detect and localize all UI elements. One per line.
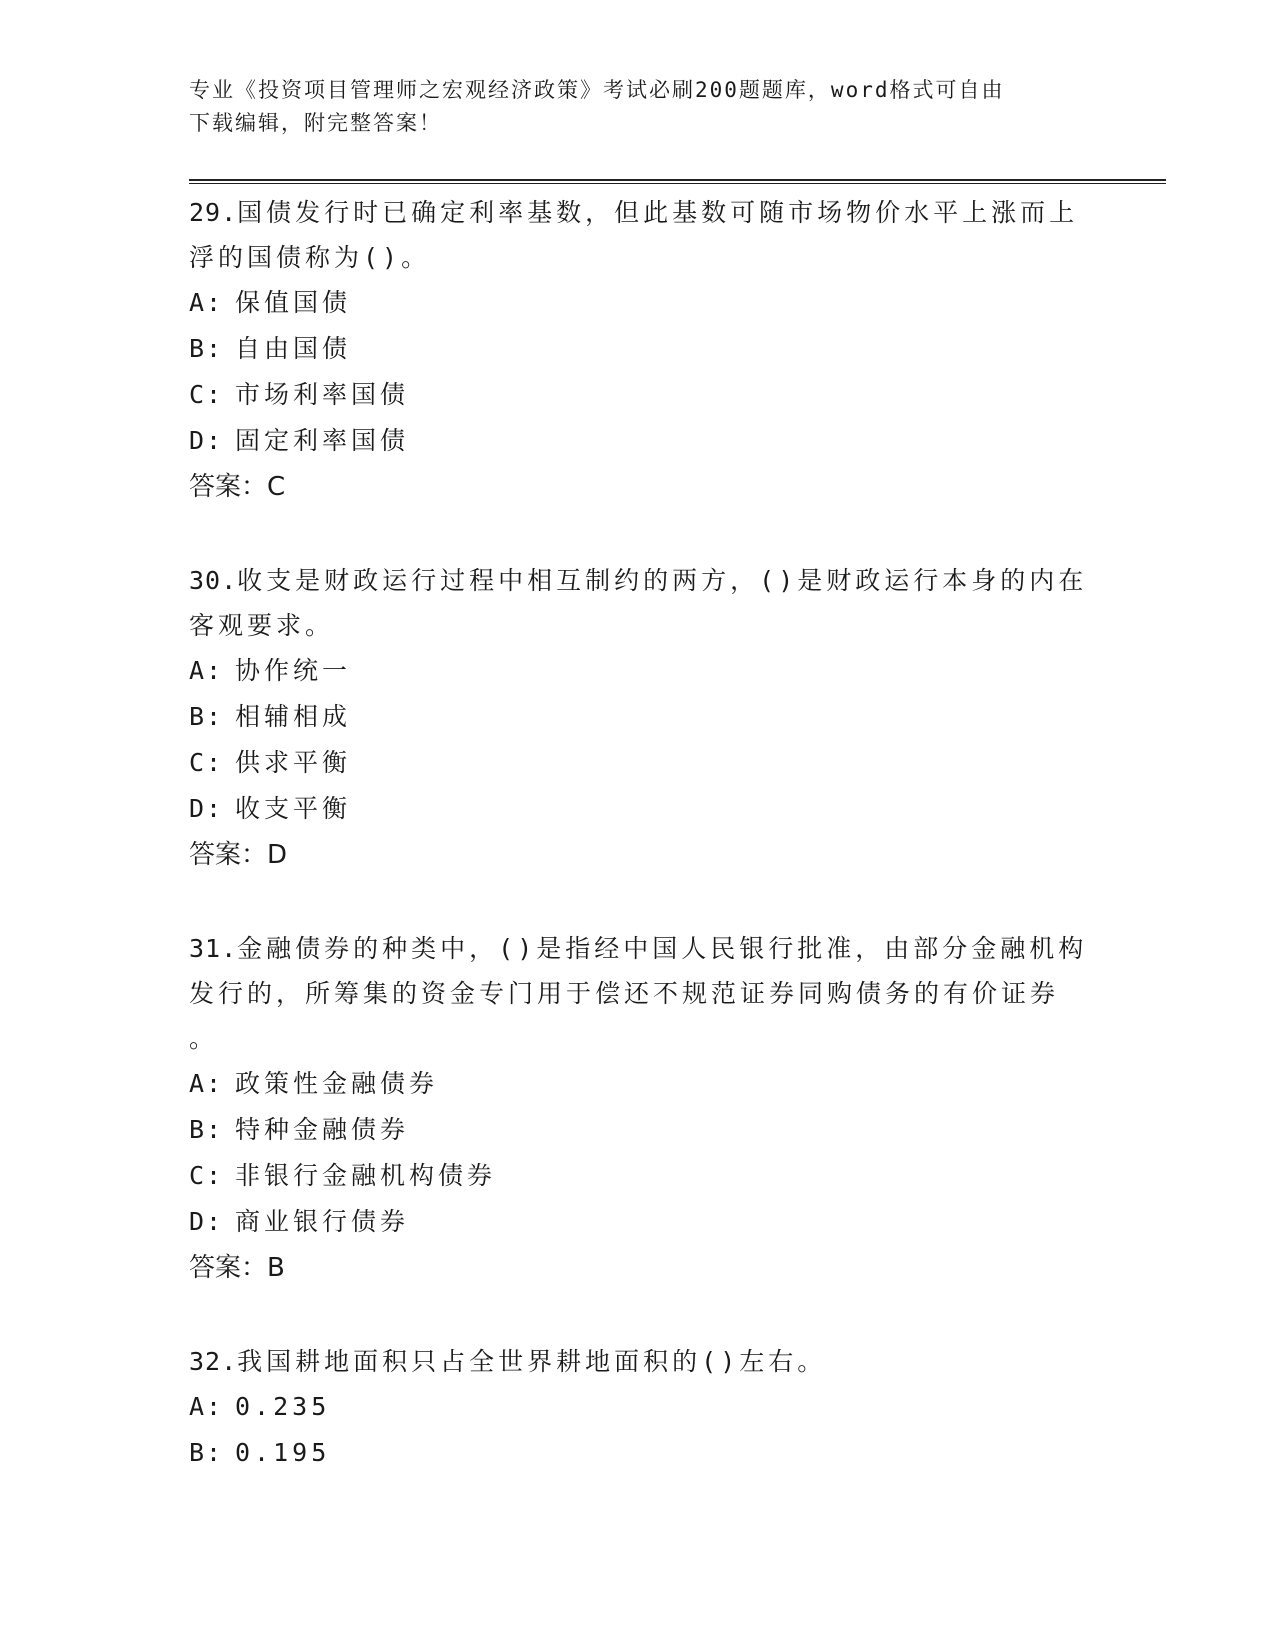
question-text-line-1: 收支是财政运行过程中相互制约的两方，()是财政运行本身的内在	[237, 566, 1088, 595]
answer-line: 答案：C	[189, 472, 286, 502]
option-text: 自由国债	[235, 334, 352, 363]
answer-line: 答案：D	[189, 840, 288, 870]
option-a	[189, 648, 1089, 694]
option-letter: B:	[189, 1115, 224, 1144]
option-letter: D:	[189, 794, 224, 823]
option-text: 收支平衡	[235, 794, 352, 823]
question-text-line-2: 发行的，所筹集的资金专门用于偿还不规范证券同购债务的有价证券	[189, 979, 1060, 1008]
option-text: 非银行金融机构债券	[235, 1161, 497, 1190]
question-number: 31.	[189, 934, 238, 963]
question-text	[189, 1339, 1089, 1384]
option-a	[189, 1061, 1089, 1107]
option-c	[189, 740, 1089, 786]
option-c	[189, 1153, 1089, 1199]
option-text: 保值国债	[235, 288, 352, 317]
option-text: 政策性金融债券	[235, 1069, 439, 1098]
option-d	[189, 1199, 1089, 1245]
question-list	[189, 190, 1089, 1524]
option-letter: A:	[189, 656, 224, 685]
question-text-line-2: 浮的国债称为()。	[189, 243, 431, 272]
option-letter: B:	[189, 702, 224, 731]
option-text: 特种金融债券	[235, 1115, 410, 1144]
question-text	[189, 190, 1089, 235]
option-d	[189, 418, 1089, 464]
option-b	[189, 1430, 1089, 1476]
option-text: 相辅相成	[235, 702, 352, 731]
option-c	[189, 372, 1089, 418]
option-letter: C:	[189, 380, 224, 409]
question-text	[189, 558, 1089, 603]
header-divider	[189, 179, 1166, 184]
option-letter: C:	[189, 748, 224, 777]
option-letter: C:	[189, 1161, 224, 1190]
document-header	[189, 74, 1089, 140]
question-text-line-1: 我国耕地面积只占全世界耕地面积的()左右。	[237, 1347, 827, 1376]
question-31	[189, 926, 1089, 1291]
option-letter: A:	[189, 1069, 224, 1098]
question-number: 30.	[189, 566, 238, 595]
question-text	[189, 926, 1089, 971]
option-text: 协作统一	[235, 656, 352, 685]
option-text: 0.235	[235, 1392, 331, 1421]
option-d	[189, 786, 1089, 832]
option-b	[189, 326, 1089, 372]
question-text-line-2: 客观要求。	[189, 611, 335, 640]
question-number: 29.	[189, 198, 238, 227]
option-text: 市场利率国债	[235, 380, 410, 409]
question-number: 32.	[189, 1347, 238, 1376]
option-text: 0.195	[235, 1438, 331, 1467]
question-29	[189, 190, 1089, 510]
option-text: 固定利率国债	[235, 426, 410, 455]
option-letter: D:	[189, 426, 224, 455]
question-text-line-1: 国债发行时已确定利率基数，但此基数可随市场物价水平上涨而上	[237, 198, 1079, 227]
header-line-2: 下载编辑，附完整答案！	[189, 111, 442, 135]
answer-line: 答案：B	[189, 1253, 285, 1283]
option-text: 商业银行债券	[235, 1207, 410, 1236]
option-letter: D:	[189, 1207, 224, 1236]
option-letter: A:	[189, 288, 224, 317]
option-letter: B:	[189, 334, 224, 363]
option-text: 供求平衡	[235, 748, 352, 777]
question-text-line-1: 金融债券的种类中，()是指经中国人民银行批准，由部分金融机构	[237, 934, 1088, 963]
header-line-1: 专业《投资项目管理师之宏观经济政策》考试必刷200题题库，word格式可自由	[189, 78, 1005, 102]
question-30	[189, 558, 1089, 878]
option-a	[189, 280, 1089, 326]
option-letter: B:	[189, 1438, 224, 1467]
option-letter: A:	[189, 1392, 224, 1421]
option-b	[189, 1107, 1089, 1153]
option-b	[189, 694, 1089, 740]
option-a	[189, 1384, 1089, 1430]
question-text-line-3: 。	[189, 1024, 219, 1053]
question-32	[189, 1339, 1089, 1476]
